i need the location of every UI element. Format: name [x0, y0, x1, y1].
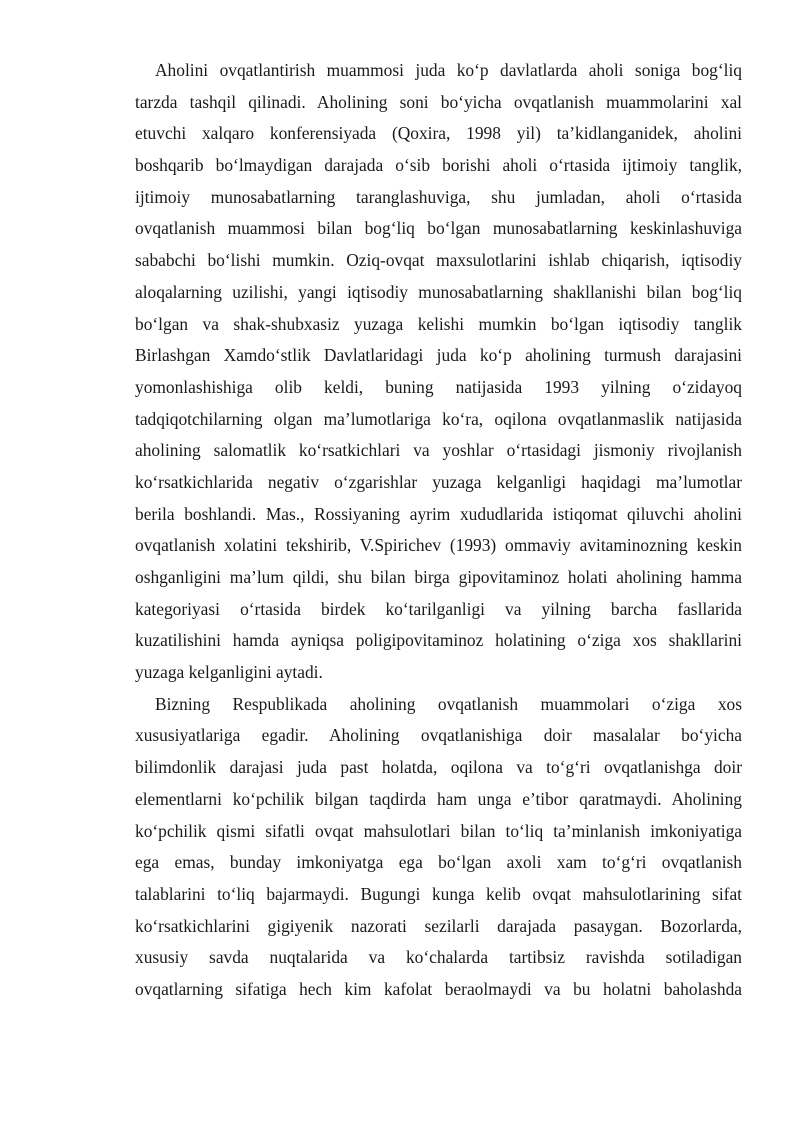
- text-line: talablarini to‘liq bajarmaydi. Bugungi kunga kelib ovqat mahsulotlarining sifat: [135, 883, 742, 904]
- text-line: tadqiqotchilarning olgan ma’lumotlariga ko‘ra, oqilona ovqatlanmaslik natijasida: [135, 408, 742, 429]
- text-line: ko‘rsatkichlarida negativ o‘zgarishlar yuzaga kelganligi haqidagi ma’lumotlar: [135, 471, 742, 492]
- text-line: tarzda tashqil qilinadi. Aholining soni bo‘yicha ovqatlanish muammolarini xal: [135, 91, 742, 112]
- text-line: etuvchi xalqaro konferensiyada (Qoxira, 1998 yil) ta’kidlanganidek, aholini: [135, 123, 742, 144]
- text-line: sababchi bo‘lishi mumkin. Oziq-ovqat maxsulotlarini ishlab chiqarish, iqtisodiy: [135, 250, 742, 271]
- text-line: aloqalarning uzilishi, yangi iqtisodiy munosabatlarning shakllanishi bilan bog‘liq: [135, 281, 742, 302]
- text-line: bo‘lgan va shak-shubxasiz yuzaga kelishi mumkin bo‘lgan iqtisodiy tanglik: [135, 313, 742, 334]
- text-line: aholining salomatlik ko‘rsatkichlari va yoshlar o‘rtasidagi jismoniy rivojlanish: [135, 440, 742, 461]
- paragraph-2: [115, 689, 742, 1006]
- text-line: Birlashgan Xamdo‘stlik Davlatlaridagi juda ko‘p aholining turmush darajasini: [135, 345, 742, 366]
- paragraph-1: [115, 55, 742, 689]
- document-body: [115, 55, 742, 1006]
- text-line: ijtimoiy munosabatlarning taranglashuviga, shu jumladan, aholi o‘rtasida: [135, 186, 742, 207]
- text-line: ovqatlanish muammosi bilan bog‘liq bo‘lgan munosabatlarning keskinlashuviga: [135, 218, 742, 239]
- text-line: xususiyatlariga egadir. Aholining ovqatlanishiga doir masalalar bo‘yicha: [135, 725, 742, 746]
- text-line: boshqarib bo‘lmaydigan darajada o‘sib borishi aholi o‘rtasida ijtimoiy tanglik,: [135, 155, 742, 176]
- text-line: elementlarni ko‘pchilik bilgan taqdirda ham unga e’tibor qaratmaydi. Aholining: [135, 788, 742, 809]
- text-line: xususiy savda nuqtalarida va ko‘chalarda tartibsiz ravishda sotiladigan: [135, 947, 742, 968]
- text-line: Bizning Respublikada aholining ovqatlanish muammolari o‘ziga xos: [155, 693, 742, 714]
- text-line: ovqatlanish xolatini tekshirib, V.Spirichev (1993) ommaviy avitaminozning keskin: [135, 535, 742, 556]
- text-line: Aholini ovqatlantirish muammosi juda ko‘p davlatlarda aholi soniga bog‘liq: [155, 60, 742, 80]
- text-line: yomonlashishiga olib keldi, buning natijasida 1993 yilning o‘zidayoq: [135, 376, 742, 397]
- text-line: kuzatilishini hamda ayniqsa poligipovitaminoz holatining o‘ziga xos shakllarini: [135, 630, 742, 651]
- text-line: ko‘pchilik qismi sifatli ovqat mahsulotlari bilan to‘liq ta’minlanish imkoniyatiga: [135, 820, 742, 841]
- text-line: bilimdonlik darajasi juda past holatda, oqilona va to‘g‘ri ovqatlanishga doir: [135, 757, 742, 778]
- text-line: berila boshlandi. Mas., Rossiyaning ayrim xududlarida istiqomat qiluvchi aholini: [135, 503, 742, 524]
- text-line: ega emas, bunday imkoniyatga ega bo‘lgan axoli xam to‘g‘ri ovqatlanish: [135, 852, 742, 873]
- text-line: kategoriyasi o‘rtasida birdek ko‘tarilganligi va yilning barcha fasllarida: [135, 598, 742, 619]
- text-line: ko‘rsatkichlarini gigiyenik nazorati sezilarli darajada pasaygan. Bozorlarda,: [135, 915, 742, 936]
- text-line: oshganligini ma’lum qildi, shu bilan birga gipovitaminoz holati aholining hamma: [135, 567, 742, 587]
- text-line: ovqatlarning sifatiga hech kim kafolat beraolmaydi va bu holatni baholashda: [135, 978, 742, 999]
- text-line: yuzaga kelganligini aytadi.: [135, 662, 323, 683]
